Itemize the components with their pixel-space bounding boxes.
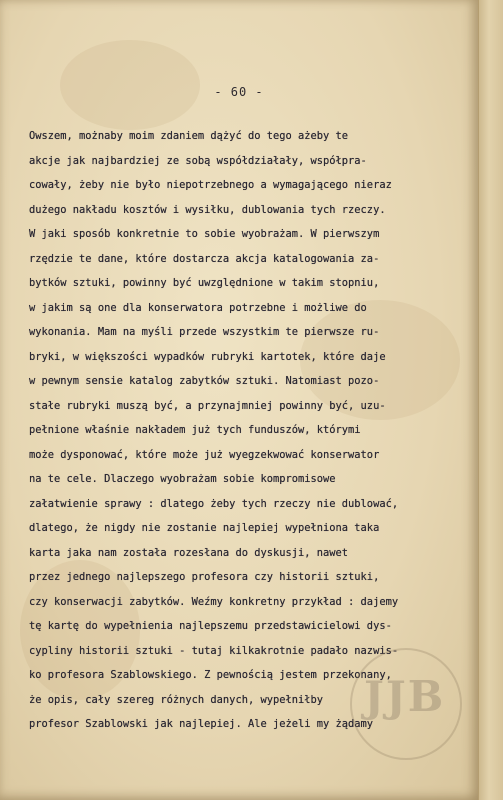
text-line: pełnione właśnie nakładem już tych funduszów, którymi	[29, 424, 361, 436]
text-line: profesor Szablowski jak najlepiej. Ale jeżeli my żądamy	[29, 718, 374, 730]
text-line: Owszem, możnaby moim zdaniem dążyć do tego ażeby te	[29, 130, 349, 142]
text-line: załatwienie sprawy : dlatego żeby tych rzeczy nie dublować,	[29, 497, 399, 510]
text-line: czy konserwacji zabytków. Weźmy konkretny przykład : dajemy	[29, 595, 399, 608]
text-line: cypliny historii sztuki - tutaj kilkakrotnie padało nazwis-	[29, 644, 399, 657]
text-line: bytków sztuki, powinny być uwzględnione w takim stopniu,	[29, 277, 380, 289]
text-line: W jaki sposób konkretnie to sobie wyobrażam. W pierwszym	[29, 228, 380, 240]
text-line: tę kartę do wypełnienia najlepszemu przedstawicielowi dys-	[29, 620, 392, 632]
text-line: ko profesora Szablowskiego. Z pewnością jestem przekonany,	[29, 669, 392, 681]
text-line: cowały, żeby nie było niepotrzebnego a wymagającego nieraz	[29, 179, 392, 191]
text-line: bryki, w większości wypadków rubryki kartotek, które daje	[29, 350, 386, 363]
text-line: przez jednego najlepszego profesora czy historii sztuki,	[29, 571, 380, 583]
text-line: może dysponować, które może już wyegzekwować konserwator	[29, 448, 380, 461]
page-number: - 60 -	[214, 85, 264, 99]
text-line: dużego nakładu kosztów i wysiłku, dublowania tych rzeczy.	[29, 203, 386, 216]
page-edge	[478, 0, 503, 800]
text-line: w pewnym sensie katalog zabytków sztuki. Natomiast pozo-	[29, 375, 380, 387]
text-line: karta jaka nam została rozesłana do dyskusji, nawet	[29, 546, 349, 559]
text-line: rzędzie te dane, które dostarcza akcja katalogowania za-	[29, 252, 380, 265]
archive-watermark-stamp	[350, 648, 462, 760]
stamp-monogram: JJB	[364, 672, 446, 721]
text-line: w jakim są one dla konserwatora potrzebne i możliwe do	[29, 301, 367, 314]
text-line: na te cele. Dlaczego wyobrażam sobie kompromisowe	[29, 473, 336, 485]
text-line: akcje jak najbardziej ze sobą współdziałały, współpra-	[29, 154, 367, 167]
text-line: dlatego, że nigdy nie zostanie najlepiej wypełniona taka	[29, 522, 380, 534]
typed-text-body	[29, 124, 469, 737]
text-line: że opis, cały szereg różnych danych, wypełniłby	[29, 693, 324, 706]
text-line: stałe rubryki muszą być, a przynajmniej powinny być, uzu-	[29, 399, 386, 412]
text-line: wykonania. Mam na myśli przede wszystkim te pierwsze ru-	[29, 326, 380, 338]
